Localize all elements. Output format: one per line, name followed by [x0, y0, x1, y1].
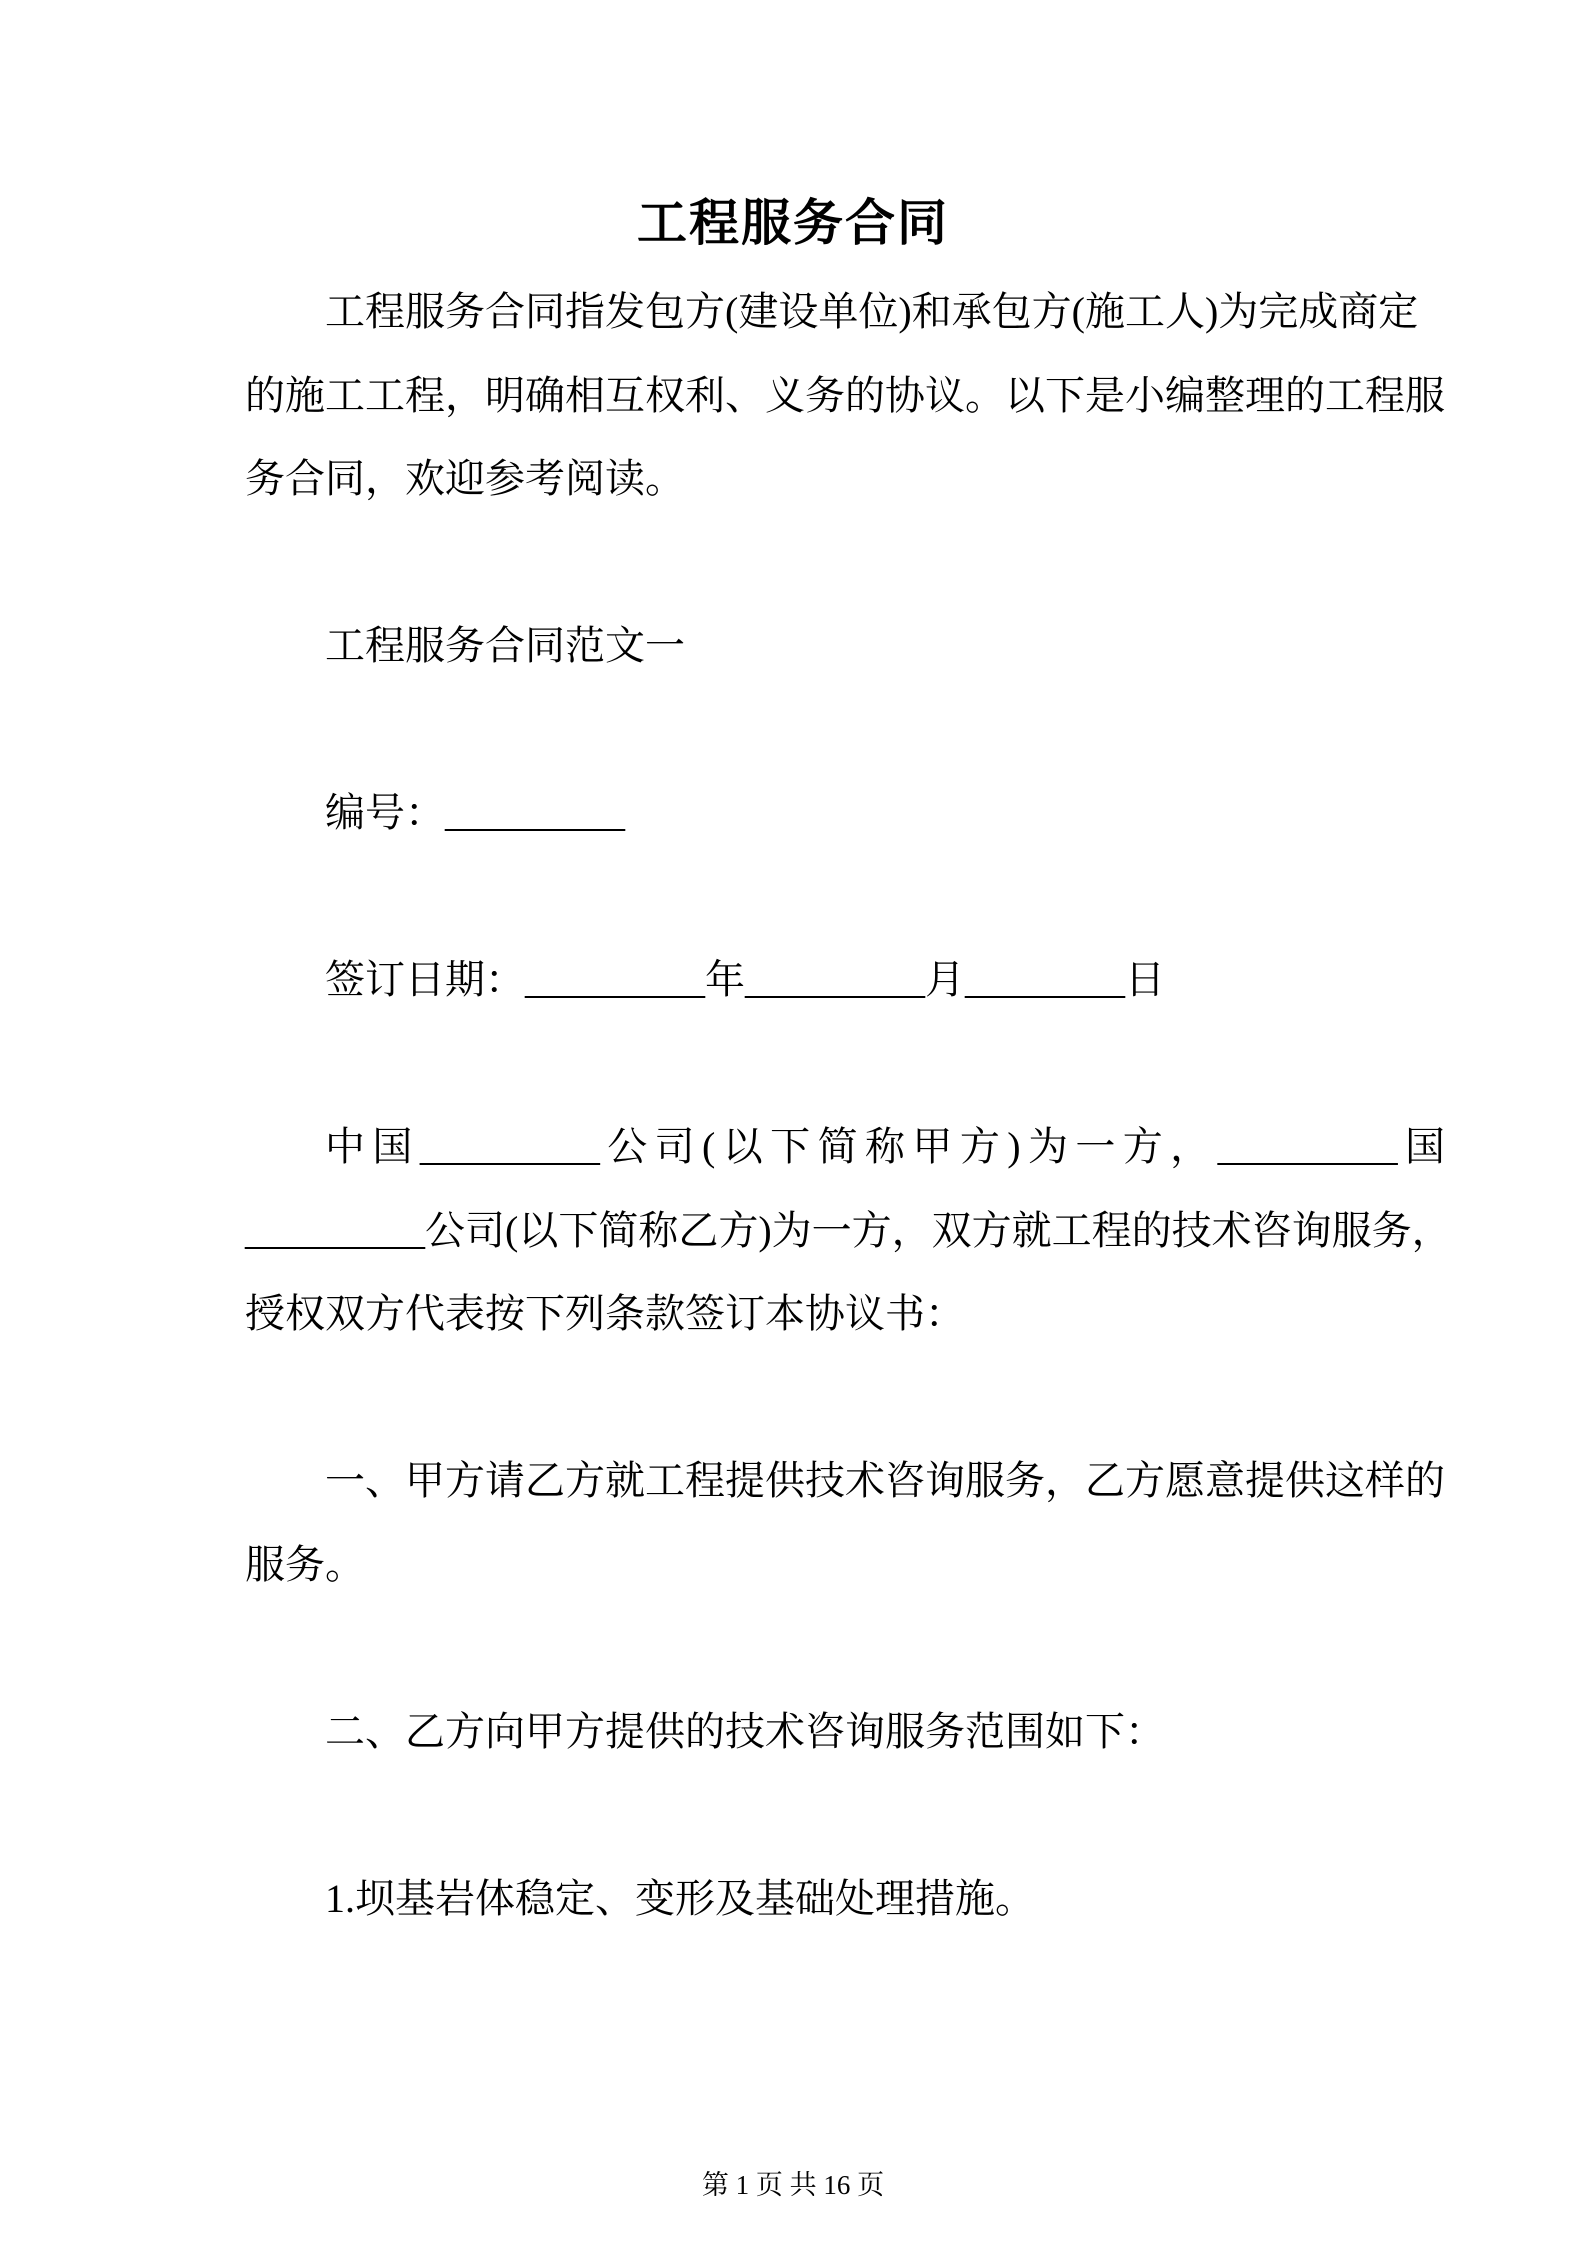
clause2-line: 二、乙方向甲方提供的技术咨询服务范围如下：	[325, 1708, 1165, 1754]
signing-date-line: 签订日期：_________年_________月________日	[325, 957, 1165, 1002]
blank-line	[245, 855, 1445, 939]
clause2-item-1: 1.坝基岩体稳定、变形及基础处理措施。	[325, 1875, 1035, 1921]
blank-line	[245, 1356, 1445, 1440]
page-footer: 第 1 页 共 16 页	[701, 2170, 885, 2200]
parties-line-3: 授权双方代表按下列条款签订本协议书：	[245, 1291, 965, 1336]
intro-line-2: 的施工工程，明确相互权利、义务的协议。以下是小编整理的工程服	[245, 372, 1445, 418]
contract-number-line: 编号：_________	[325, 790, 625, 835]
blank-line	[245, 688, 1445, 772]
document-body	[245, 270, 1452, 1940]
parties-line-2: _________公司(以下简称乙方)为一方，双方就工程的技术咨询服务，	[245, 1207, 1452, 1253]
blank-line	[245, 1022, 1445, 1106]
blank-line	[245, 1606, 1445, 1690]
clause1-line-1: 一、甲方请乙方就工程提供技术咨询服务，乙方愿意提供这样的	[325, 1458, 1445, 1503]
section-heading: 工程服务合同范文一	[325, 623, 685, 668]
blank-line	[245, 1773, 1445, 1857]
clause1-line-2: 服务。	[245, 1541, 365, 1587]
parties-line-1: 中国_________公司(以下简称甲方)为一方，_________国	[325, 1124, 1445, 1169]
document-title: 工程服务合同	[637, 195, 949, 251]
intro-line-3: 务合同，欢迎参考阅读。	[245, 456, 685, 501]
blank-line	[245, 521, 1445, 605]
intro-line-1: 工程服务合同指发包方(建设单位)和承包方(施工人)为完成商定	[325, 289, 1419, 334]
